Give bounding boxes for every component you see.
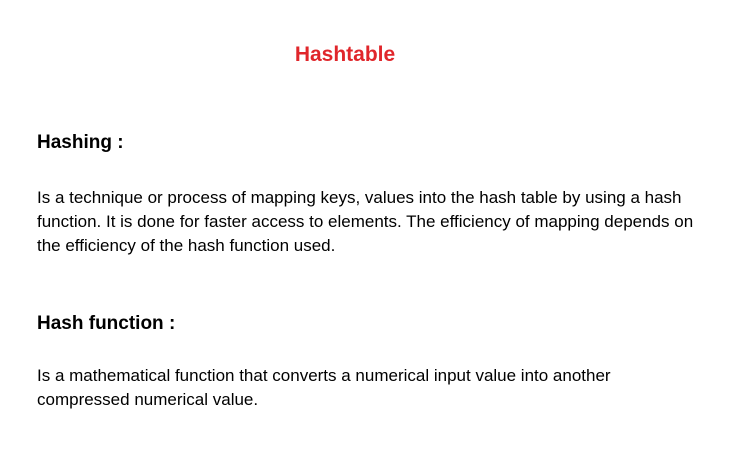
section-body-hashing: Is a technique or process of mapping keys, values into the hash table by using a hash function. It is done for faster access to elements. The efficiency of mapping depends on the efficiency of the hash function used. (37, 188, 694, 255)
section-heading-hash-function: Hash function : (37, 313, 176, 334)
section-body-hash-function: Is a mathematical function that converts a numerical input value into another compressed numerical value. (37, 366, 611, 409)
page-title: Hashtable (294, 43, 396, 66)
section-heading-hashing: Hashing : (37, 132, 124, 153)
